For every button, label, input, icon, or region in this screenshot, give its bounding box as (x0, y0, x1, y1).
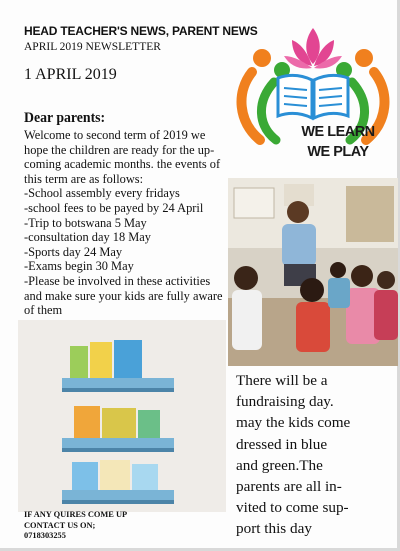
fundraiser-line: may the kids come (236, 414, 351, 432)
orange-figure-arm (242, 72, 260, 140)
letter-line: coming academic months. the events of (24, 157, 221, 172)
newsletter-headline: HEAD TEACHER'S NEWS, PARENT NEWS (24, 24, 258, 38)
green-figure-arm (261, 82, 276, 140)
event-item: -School assembly every fridays (24, 186, 180, 201)
contact-line: IF ANY QUIRES COME UP (24, 510, 128, 519)
orange-figure-head-right (355, 49, 373, 67)
event-item: -Sports day 24 May (24, 244, 123, 259)
contact-line: CONTACT US ON; (24, 520, 96, 530)
letter-line: and make sure your kids are fully aware (24, 288, 223, 303)
fundraiser-line: port this day (236, 520, 312, 538)
classroom-photo (228, 178, 398, 366)
logo-line-1: WE LEARN (301, 124, 375, 140)
event-item: -consultation day 18 May (24, 230, 151, 245)
letter-line: Welcome to second term of 2019 we (24, 128, 206, 142)
letter-line: hope the children are ready for the up- (24, 142, 215, 157)
fundraiser-line: parents are all in- (236, 478, 342, 496)
newsletter-subhead: APRIL 2019 NEWSLETTER (24, 41, 161, 53)
letter-line: of them (24, 303, 63, 318)
event-item: -school fees to be payed by 24 April (24, 200, 204, 215)
letter-line: -Please be involved in these activities (24, 273, 211, 288)
fundraiser-line: fundraising day. (236, 393, 334, 411)
fundraiser-notice (236, 370, 396, 540)
letter-salutation: Dear parents: (24, 110, 106, 126)
letter-body (24, 128, 232, 318)
newsletter-date: 1 APRIL 2019 (24, 66, 117, 83)
lotus-icon (284, 28, 342, 69)
fundraiser-line: and green.The (236, 456, 323, 474)
contact-phone: 0718303255 (24, 531, 66, 540)
letter-line: this term are as follows: (24, 171, 144, 186)
logo-line-2: WE PLAY (307, 144, 369, 160)
event-item: -Trip to botswana 5 May (24, 215, 147, 230)
fundraiser-line: vited to come sup- (236, 499, 349, 517)
event-item: -Exams begin 30 May (24, 259, 134, 274)
fundraiser-line: There will be a (236, 372, 328, 389)
bookshelf-photo (18, 320, 226, 512)
orange-figure-head (253, 49, 271, 67)
fundraiser-line: dressed in blue (236, 435, 328, 453)
logo-text (278, 122, 398, 162)
open-book-icon (278, 75, 348, 118)
contact-info (24, 510, 234, 542)
